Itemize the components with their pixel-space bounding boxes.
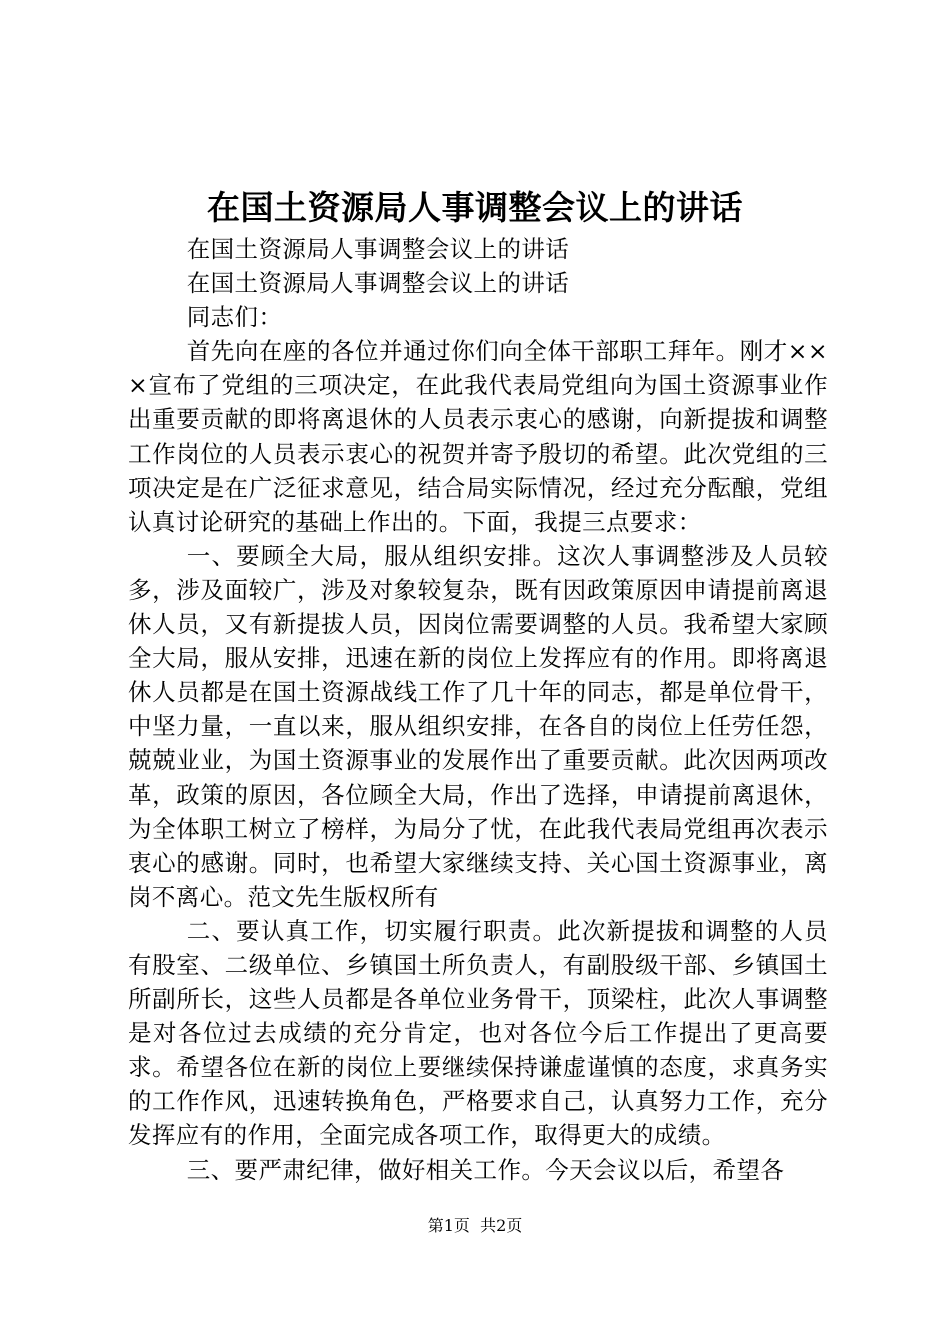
body-paragraph: 二、要认真工作，切实履行职责。此次新提拔和调整的人员有股室、二级单位、乡镇国土所负责人，有副股级干部、乡镇国土所副所长，这些人员都是各单位业务骨干，顶梁柱，此次人事调整是对各位过去成绩的充分肯定，也对各位今后工作提出了更高要求。希望各位在新的岗位上要继续保持谦虚谨慎的态度，求真务实的工作作风，迅速转换角色，严格要求自己，认真努力工作，充分发挥应有的作用，全面完成各项工作，取得更大的成绩。 — [128, 916, 828, 1150]
body-paragraph: 三、要严肃纪律，做好相关工作。今天会议以后，希望各 — [186, 1155, 785, 1184]
subtitle-line: 在国土资源局人事调整会议上的讲话 — [186, 235, 570, 263]
body-paragraph: 首先向在座的各位并通过你们向全体干部职工拜年。刚才×××宣布了党组的三项决定，在此我代表局党组向为国土资源事业作出重要贡献的即将离退休的人员表示衷心的感谢，向新提拔和调整工作岗位的人员表示衷心的祝贺并寄予殷切的希望。此次党组的三项决定是在广泛征求意见，结合局实际情况，经过充分酝酿，党组认真讨论研究的基础上作出的。下面，我提三点要求： — [128, 337, 828, 536]
page-footer: 第1页 共2页 — [427, 1216, 523, 1235]
body-paragraph: 一、要顾全大局，服从组织安排。这次人事调整涉及人员较多，涉及面较广，涉及对象较复杂，既有因政策原因申请提前离退休人员，又有新提拔人员，因岗位需要调整的人员。我希望大家顾全大局，服从安排，迅速在新的岗位上发挥应有的作用。即将离退休人员都是在国土资源战线工作了几十年的同志，都是单位骨干，中坚力量，一直以来，服从组织安排，在各自的岗位上任劳任怨，兢兢业业，为国土资源事业的发展作出了重要贡献。此次因两项改革，政策的原因，各位顾全大局，作出了选择，申请提前离退休，为全体职工树立了榜样，为局分了忧，在此我代表局党组再次表示衷心的感谢。同时，也希望大家继续支持、关心国土资源事业，离岗不离心。范文先生版权所有 — [128, 541, 828, 911]
document-body — [128, 232, 828, 1187]
document-title: 在国土资源局人事调整会议上的讲话 — [207, 188, 743, 227]
salutation: 同志们： — [186, 303, 283, 332]
subtitle-line: 在国土资源局人事调整会议上的讲话 — [186, 269, 570, 298]
